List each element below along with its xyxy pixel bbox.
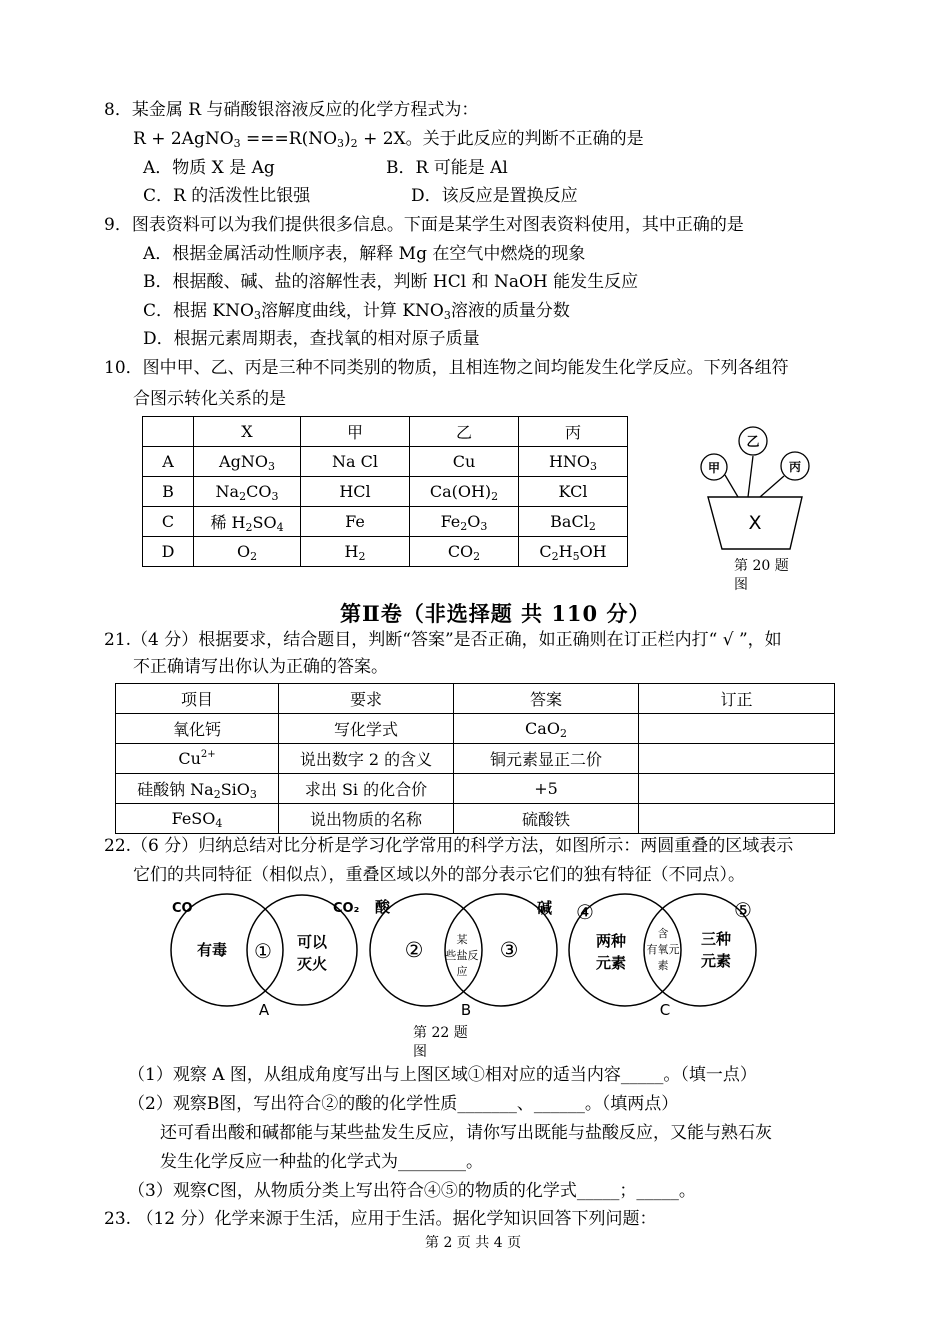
answer-blank[interactable]: ________ bbox=[398, 1152, 466, 1172]
table-row bbox=[116, 684, 835, 714]
q9-option-d: D．根据元素周期表，查找氧的相对原子质量 bbox=[143, 329, 480, 349]
venn-b bbox=[370, 894, 557, 1019]
q9-option-c: C．根据 $KNO_3$溶解度曲线，计算 $KNO_3$溶液的质量分数 bbox=[143, 301, 570, 322]
table-row bbox=[143, 417, 628, 447]
venn-a bbox=[171, 894, 359, 1019]
q22-stem-line2: 它们的共同特征（相似点），重叠区域以外的部分表示它们的独有特征（不同点）。 bbox=[133, 865, 745, 885]
table-cell: B bbox=[143, 477, 194, 507]
table-cell: A bbox=[143, 447, 194, 477]
table-row bbox=[143, 447, 628, 477]
venn-c-left-title: ④ bbox=[576, 900, 594, 924]
q21-table bbox=[115, 683, 835, 834]
table-cell: 说出物质的名称 bbox=[279, 804, 454, 834]
table-cell: Fe bbox=[301, 507, 410, 537]
table-cell: 铜元素显正二价 bbox=[454, 744, 639, 774]
table-cell: 氧化钙 bbox=[116, 714, 279, 744]
table-row bbox=[143, 477, 628, 507]
venn-b-right-title: 碱 bbox=[537, 899, 553, 917]
q8-option-c: C．R 的活泼性比银强 bbox=[143, 186, 311, 206]
venn-c-label: C bbox=[659, 1001, 671, 1019]
venn-c-right-text: 三种 bbox=[700, 930, 732, 948]
table-row bbox=[143, 507, 628, 537]
venn-b-mid-text: 应 bbox=[456, 965, 468, 978]
yi-label: 乙 bbox=[746, 435, 760, 450]
correction-cell[interactable] bbox=[639, 744, 835, 774]
pot-x-label: X bbox=[748, 512, 762, 534]
q21-stem-line1: 21.（4 分）根据要求，结合题目，判断“答案”是否正确，如正确则在订正栏内打“ √ ”，如 bbox=[104, 630, 782, 650]
table-cell: FeSO$_4$ bbox=[116, 804, 279, 834]
q8-stem: 8．某金属 R 与硝酸银溶液反应的化学方程式为： bbox=[104, 100, 479, 120]
q8-option-b: B．R 可能是 Al bbox=[386, 158, 508, 178]
venn-c-left-text: 元素 bbox=[595, 954, 627, 972]
table-cell: $C_2H_5OH$ bbox=[519, 537, 628, 567]
table-cell: Cu bbox=[410, 447, 519, 477]
venn-c-mid-text: 含 bbox=[657, 927, 669, 940]
table-header-cell: 要求 bbox=[279, 684, 454, 714]
q10-stem-line1: 10．图中甲、乙、丙是三种不同类别的物质，且相连物之间均能发生化学反应。下列各组符 bbox=[104, 358, 789, 378]
table-cell: $O_2$ bbox=[194, 537, 301, 567]
venn-a-label: A bbox=[258, 1001, 270, 1019]
jia-label: 甲 bbox=[707, 461, 721, 475]
venn-a-left-title: CO bbox=[172, 901, 193, 916]
table-cell: BaCl$_2$ bbox=[519, 507, 628, 537]
table-row bbox=[143, 537, 628, 567]
answer-blank[interactable]: _______ bbox=[457, 1094, 517, 1114]
table-header-cell: 项目 bbox=[116, 684, 279, 714]
q20-caption-line2: 图 bbox=[734, 577, 748, 593]
q8-option-d: D．该反应是置换反应 bbox=[411, 186, 578, 206]
venn-a-mid-text: ① bbox=[254, 939, 272, 963]
table-header-cell bbox=[143, 417, 194, 447]
venn-c-right-text: 元素 bbox=[700, 952, 732, 970]
q22-caption-line1: 第 22 题 bbox=[413, 1025, 468, 1041]
table-header-cell: 丙 bbox=[519, 417, 628, 447]
q22-part2: （2）观察B图，写出符合②的酸的化学性质_______、______。（填两点） bbox=[128, 1094, 679, 1114]
venn-b-mid-text: 些盐反 bbox=[445, 949, 479, 962]
q22-venn-diagrams bbox=[160, 893, 770, 1020]
table-cell: AgNO$_3$ bbox=[194, 447, 301, 477]
table-cell: CaO$_2$ bbox=[454, 714, 639, 744]
venn-c-right-title: ⑤ bbox=[734, 898, 752, 922]
venn-a-left-text: 有毒 bbox=[196, 941, 228, 959]
table-cell: 写化学式 bbox=[279, 714, 454, 744]
table-cell: $Cu^{2+}$ bbox=[116, 744, 279, 774]
table-cell: KCl bbox=[519, 477, 628, 507]
table-cell: $CO_2$ bbox=[410, 537, 519, 567]
table-header-cell: X bbox=[194, 417, 301, 447]
page-footer: 第 2 页 共 4 页 bbox=[425, 1235, 522, 1251]
venn-c-mid-text: 有氧元 bbox=[646, 943, 680, 956]
table-cell: +5 bbox=[454, 774, 639, 804]
venn-a-right-text: 灭火 bbox=[296, 955, 328, 973]
table-row bbox=[116, 714, 835, 744]
q8-equation: R + 2AgNO$_3$ $===R(NO_3)_2 + 2X$。关于此反应的判断不正确的是 bbox=[133, 129, 644, 150]
table-cell: Na Cl bbox=[301, 447, 410, 477]
venn-b-right-text: ③ bbox=[499, 938, 519, 962]
q8-option-a: A．物质 X 是 Ag bbox=[143, 158, 275, 178]
venn-b-left-text: ② bbox=[404, 938, 424, 962]
table-header-cell: 订正 bbox=[639, 684, 835, 714]
answer-blank[interactable]: ______ bbox=[533, 1094, 585, 1114]
venn-b-left-title: 酸 bbox=[375, 898, 391, 916]
table-cell: D bbox=[143, 537, 194, 567]
correction-cell[interactable] bbox=[639, 804, 835, 834]
q10-stem-line2: 合图示转化关系的是 bbox=[133, 389, 286, 409]
q23-stem: 23. （12 分）化学来源于生活，应用于生活。据化学知识回答下列问题： bbox=[104, 1209, 657, 1229]
q22-part3: （3）观察C图，从物质分类上写出符合④⑤的物质的化学式_____；_____。 bbox=[128, 1181, 696, 1201]
table-row bbox=[116, 804, 835, 834]
table-cell: 说出数字 2 的含义 bbox=[279, 744, 454, 774]
answer-blank[interactable]: _____ bbox=[620, 1065, 664, 1085]
table-row bbox=[116, 774, 835, 804]
table-header-cell: 答案 bbox=[454, 684, 639, 714]
table-cell: 硫酸铁 bbox=[454, 804, 639, 834]
correction-cell[interactable] bbox=[639, 714, 835, 744]
q9-stem: 9．图表资料可以为我们提供很多信息。下面是某学生对图表资料使用，其中正确的是 bbox=[104, 215, 744, 235]
answer-blank[interactable]: _____ bbox=[576, 1181, 620, 1201]
table-cell: $Fe_2O_3$ bbox=[410, 507, 519, 537]
table-cell: $Ca(OH)_2$ bbox=[410, 477, 519, 507]
table-header-cell: 乙 bbox=[410, 417, 519, 447]
q22-part2-line2: 还可看出酸和碱都能与某些盐发生反应，请你写出既能与盐酸反应，又能与熟石灰 bbox=[160, 1123, 772, 1143]
table-row bbox=[116, 744, 835, 774]
table-cell: C bbox=[143, 507, 194, 537]
table-cell: 求出 Si 的化合价 bbox=[279, 774, 454, 804]
q10-table bbox=[142, 416, 628, 567]
section-title: 第Ⅱ卷（非选择题 共 110 分） bbox=[340, 601, 651, 626]
correction-cell[interactable] bbox=[639, 774, 835, 804]
q9-option-b: B．根据酸、碱、盐的溶解性表，判断 HCl 和 NaOH 能发生反应 bbox=[143, 272, 639, 292]
q22-caption-line2: 图 bbox=[413, 1044, 427, 1060]
q21-stem-line2: 不正确请写出你认为正确的答案。 bbox=[133, 657, 388, 677]
table-cell: $Na_2CO_3$ bbox=[194, 477, 301, 507]
venn-c-mid-text: 素 bbox=[657, 959, 669, 972]
q22-part1: （1）观察 A 图，从组成角度写出与上图区域①相对应的适当内容_____。（填一点） bbox=[128, 1065, 757, 1085]
venn-b-label: B bbox=[460, 1001, 472, 1019]
table-cell: HCl bbox=[301, 477, 410, 507]
q9-option-a: A．根据金属活动性顺序表，解释 Mg 在空气中燃烧的现象 bbox=[143, 244, 586, 264]
bing-label: 丙 bbox=[788, 460, 802, 474]
table-cell: 硅酸钠 $Na_2SiO_3$ bbox=[116, 774, 279, 804]
table-cell: $H_2$ bbox=[301, 537, 410, 567]
q20-pot-diagram bbox=[690, 420, 820, 560]
venn-a-right-title: CO₂ bbox=[333, 901, 360, 916]
q20-caption-line1: 第 20 题 bbox=[734, 558, 789, 574]
table-cell: 稀 $H_2SO_4$ bbox=[194, 507, 301, 537]
table-cell: $HNO_3$ bbox=[519, 447, 628, 477]
venn-c-left-text: 两种 bbox=[595, 932, 627, 950]
venn-b-mid-text: 某 bbox=[456, 933, 468, 946]
answer-blank[interactable]: _____ bbox=[636, 1181, 679, 1201]
venn-c bbox=[569, 894, 756, 1019]
q22-stem-line1: 22.（6 分）归纳总结对比分析是学习化学常用的科学方法，如图所示：两圆重叠的区域表示 bbox=[104, 836, 794, 856]
q22-part2-line3: 发生化学反应一种盐的化学式为________。 bbox=[160, 1152, 483, 1172]
table-header-cell: 甲 bbox=[301, 417, 410, 447]
venn-a-right-text: 可以 bbox=[296, 933, 328, 951]
